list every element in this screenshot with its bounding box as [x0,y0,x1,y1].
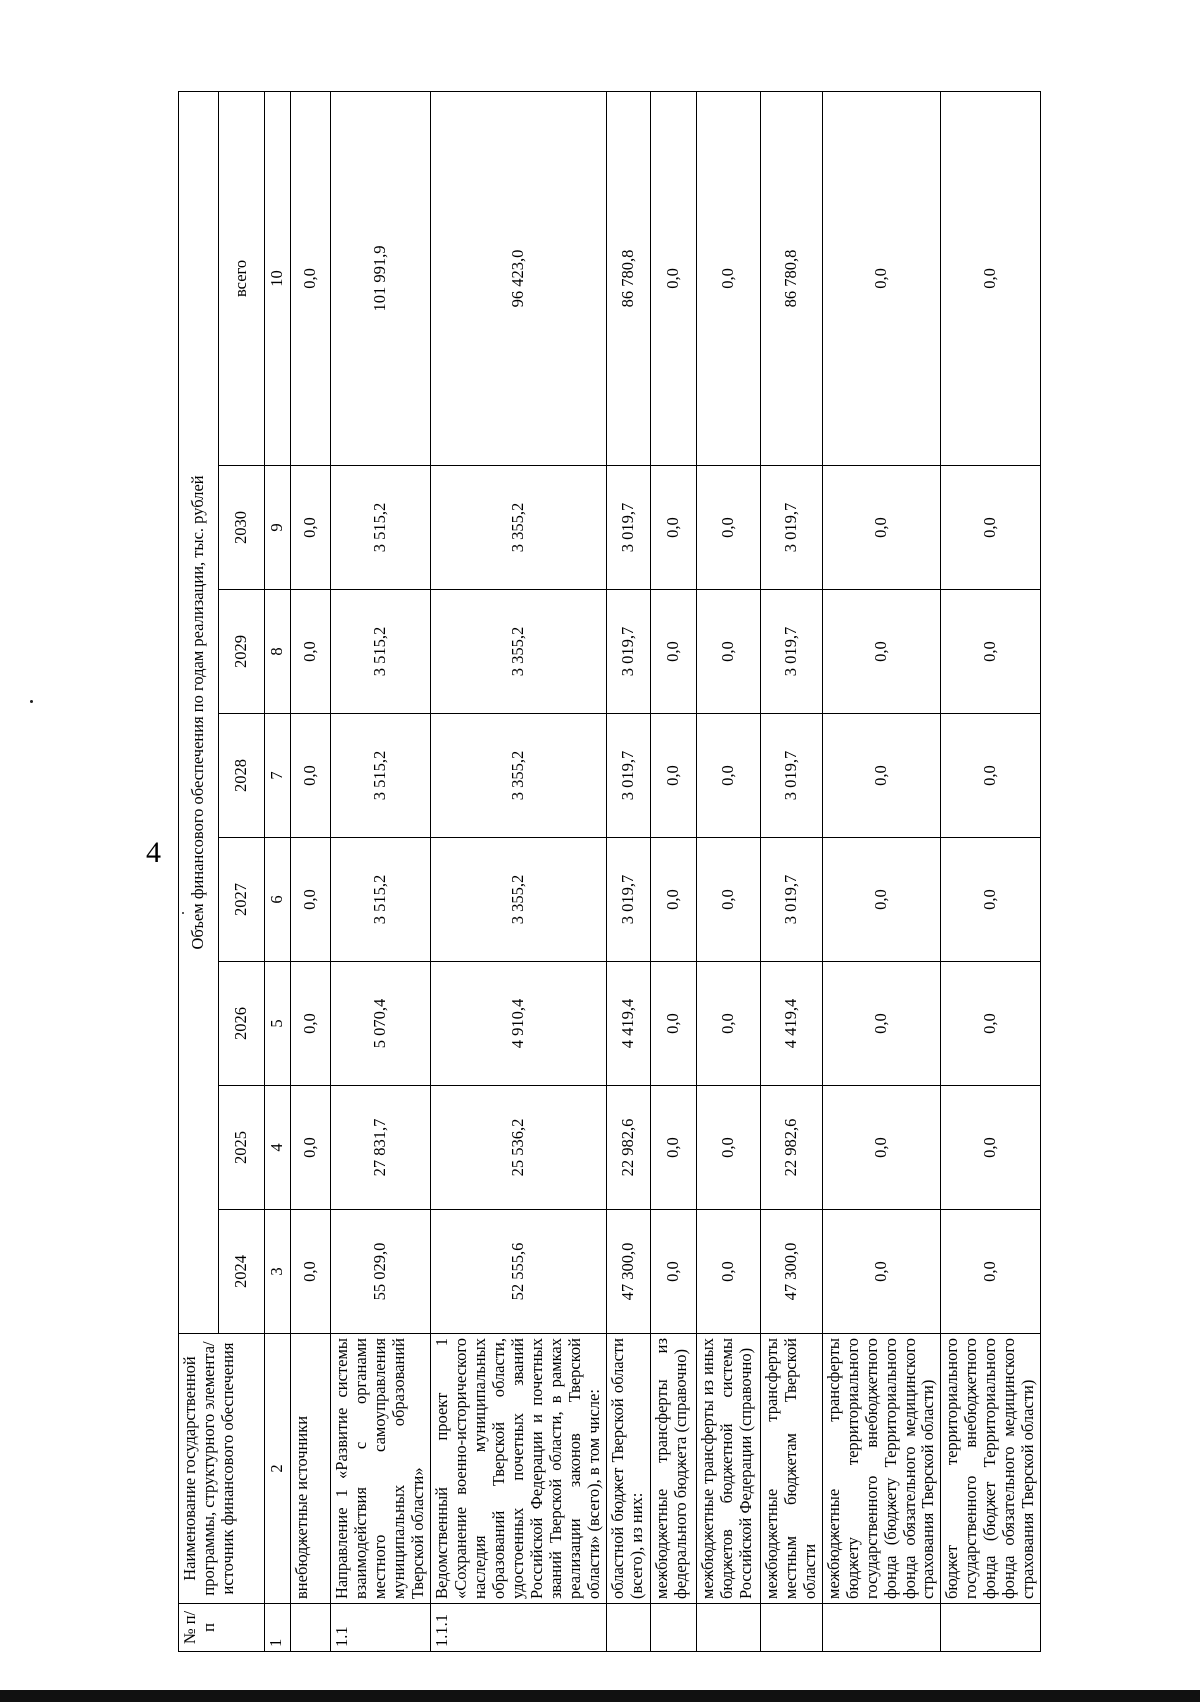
row-year-value: 0,0 [941,714,1041,838]
row-number: 1.1.1 [431,1604,607,1652]
row-year-value: 4 910,4 [431,962,607,1086]
row-year-value: 3 355,2 [431,466,607,590]
row-year-value: 3 019,7 [606,838,650,962]
row-total-value: 86 780,8 [606,91,650,465]
row-year-value: 3 019,7 [606,590,650,714]
row-year-value: 3 515,2 [331,466,431,590]
header-year: 2027 [219,838,265,962]
page-number: 4 [146,836,161,869]
row-year-value: 0,0 [696,962,760,1086]
row-year-value: 3 515,2 [331,838,431,962]
table-row [760,91,822,1651]
row-name: областной бюджет Тверской области (всего), из них: [606,1334,650,1604]
row-year-value: 0,0 [291,1210,331,1334]
index-cell: 3 [265,1210,291,1334]
header-year: 2025 [219,1086,265,1210]
row-year-value: 47 300,0 [760,1210,822,1334]
row-year-value: 4 419,4 [606,962,650,1086]
table-row [822,91,941,1651]
row-total-value: 0,0 [291,91,331,465]
index-row [265,91,291,1651]
header-year: 2030 [219,466,265,590]
row-year-value: 0,0 [696,466,760,590]
row-name: межбюджетные трансферты из иных бюджетов бюджетной системы Российской Федерации (справочно) [696,1334,760,1604]
header-total: всего [219,91,265,465]
index-cell: 8 [265,590,291,714]
row-year-value: 3 355,2 [431,838,607,962]
row-year-value: 0,0 [291,466,331,590]
row-year-value: 0,0 [822,1210,941,1334]
row-year-value: 3 019,7 [606,714,650,838]
row-year-value: 0,0 [650,1210,696,1334]
scan-bottom-edge [0,1690,1200,1702]
table-row [606,91,650,1651]
row-year-value: 3 515,2 [331,590,431,714]
row-year-value: 0,0 [822,714,941,838]
table-body [265,91,1041,1651]
row-total-value: 0,0 [696,91,760,465]
row-year-value: 4 419,4 [760,962,822,1086]
row-year-value: 3 515,2 [331,714,431,838]
row-year-value: 0,0 [291,714,331,838]
row-year-value: 0,0 [291,962,331,1086]
index-cell: 6 [265,838,291,962]
rotated-table-sheet [178,92,1098,1652]
row-number [760,1604,822,1652]
row-year-value: 0,0 [822,466,941,590]
financing-table [178,91,1041,1652]
row-number [650,1604,696,1652]
row-year-value: 0,0 [650,590,696,714]
table-row [331,91,431,1651]
row-year-value: 3 019,7 [760,714,822,838]
row-year-value: 55 029,0 [331,1210,431,1334]
row-name: межбюджетные трансферты местным бюджетам Тверской области [760,1334,822,1604]
row-name: межбюджетные трансферты бюджету территориального государственного внебюджетного фонда (бюджету Территориального фонда обязательного медицинского страхования Тверской области) [822,1334,941,1604]
row-total-value: 86 780,8 [760,91,822,465]
row-year-value: 3 019,7 [760,838,822,962]
index-cell: 2 [265,1334,291,1604]
row-number [696,1604,760,1652]
row-name: межбюджетные трансферты из федерального бюджета (справочно) [650,1334,696,1604]
row-year-value: 22 982,6 [760,1086,822,1210]
row-year-value: 0,0 [696,714,760,838]
row-year-value: 0,0 [291,1086,331,1210]
row-name: Направление 1 «Развитие системы взаимодействия с органами местного самоуправления муниципальных образований Тверской области» [331,1334,431,1604]
row-year-value: 0,0 [822,962,941,1086]
header-year: 2024 [219,1210,265,1334]
row-year-value: 3 019,7 [606,466,650,590]
row-name: бюджет территориального государственного внебюджетного фонда (бюджет Территориального фонда обязательного медицинского страхования Тверской области) [941,1334,1041,1604]
row-year-value: 3 355,2 [431,590,607,714]
row-year-value: 0,0 [650,466,696,590]
header-year: 2026 [219,962,265,1086]
row-year-value: 5 070,4 [331,962,431,1086]
row-year-value: 0,0 [941,466,1041,590]
index-cell: 1 [265,1604,291,1652]
table-row [941,91,1041,1651]
table-row [291,91,331,1651]
index-cell: 4 [265,1086,291,1210]
row-year-value: 27 831,7 [331,1086,431,1210]
row-year-value: 52 555,6 [431,1210,607,1334]
scan-speck [30,700,33,703]
row-year-value: 25 536,2 [431,1086,607,1210]
index-cell: 5 [265,962,291,1086]
header-name: Наименование государственной программы, структурного элемента/источник финансового обеспечения [179,1334,265,1604]
row-year-value: 0,0 [696,838,760,962]
header-year: 2028 [219,714,265,838]
row-total-value: 0,0 [650,91,696,465]
header-group-title: Объем финансового обеспечения по годам реализации, тыс. рублей [179,91,219,1333]
row-year-value: 0,0 [291,838,331,962]
row-year-value: 0,0 [941,1086,1041,1210]
row-year-value: 22 982,6 [606,1086,650,1210]
row-year-value: 0,0 [822,1086,941,1210]
row-number: 1.1 [331,1604,431,1652]
row-total-value: 101 991,9 [331,91,431,465]
row-year-value: 3 019,7 [760,466,822,590]
row-year-value: 0,0 [291,590,331,714]
table-row [696,91,760,1651]
row-total-value: 0,0 [941,91,1041,465]
row-year-value: 0,0 [941,590,1041,714]
row-year-value: 0,0 [696,1086,760,1210]
row-year-value: 0,0 [696,590,760,714]
row-year-value: 0,0 [650,838,696,962]
row-year-value: 0,0 [822,838,941,962]
row-year-value: 0,0 [650,714,696,838]
row-number [941,1604,1041,1652]
row-year-value: 3 019,7 [760,590,822,714]
header-year: 2029 [219,590,265,714]
index-cell: 9 [265,466,291,590]
row-year-value: 0,0 [941,838,1041,962]
index-cell: 10 [265,91,291,465]
row-name: Ведомственный проект 1 «Сохранение военно-исторического наследия муниципальных образований Тверской области, удостоенных почетных званий Российской Федерации и почетных званий Тверской области, в рамках реализации законов Тверской области» (всего), в том числе: [431,1334,607,1604]
header-number: № п/п [179,1604,265,1652]
row-year-value: 47 300,0 [606,1210,650,1334]
table-row [431,91,607,1651]
row-year-value: 0,0 [696,1210,760,1334]
index-cell: 7 [265,714,291,838]
row-total-value: 0,0 [822,91,941,465]
row-year-value: 3 355,2 [431,714,607,838]
row-total-value: 96 423,0 [431,91,607,465]
row-number [291,1604,331,1652]
row-year-value: 0,0 [941,1210,1041,1334]
row-year-value: 0,0 [650,962,696,1086]
table-row [650,91,696,1651]
row-year-value: 0,0 [941,962,1041,1086]
row-year-value: 0,0 [650,1086,696,1210]
row-name: внебюджетные источники [291,1334,331,1604]
row-number [606,1604,650,1652]
row-year-value: 0,0 [822,590,941,714]
row-number [822,1604,941,1652]
